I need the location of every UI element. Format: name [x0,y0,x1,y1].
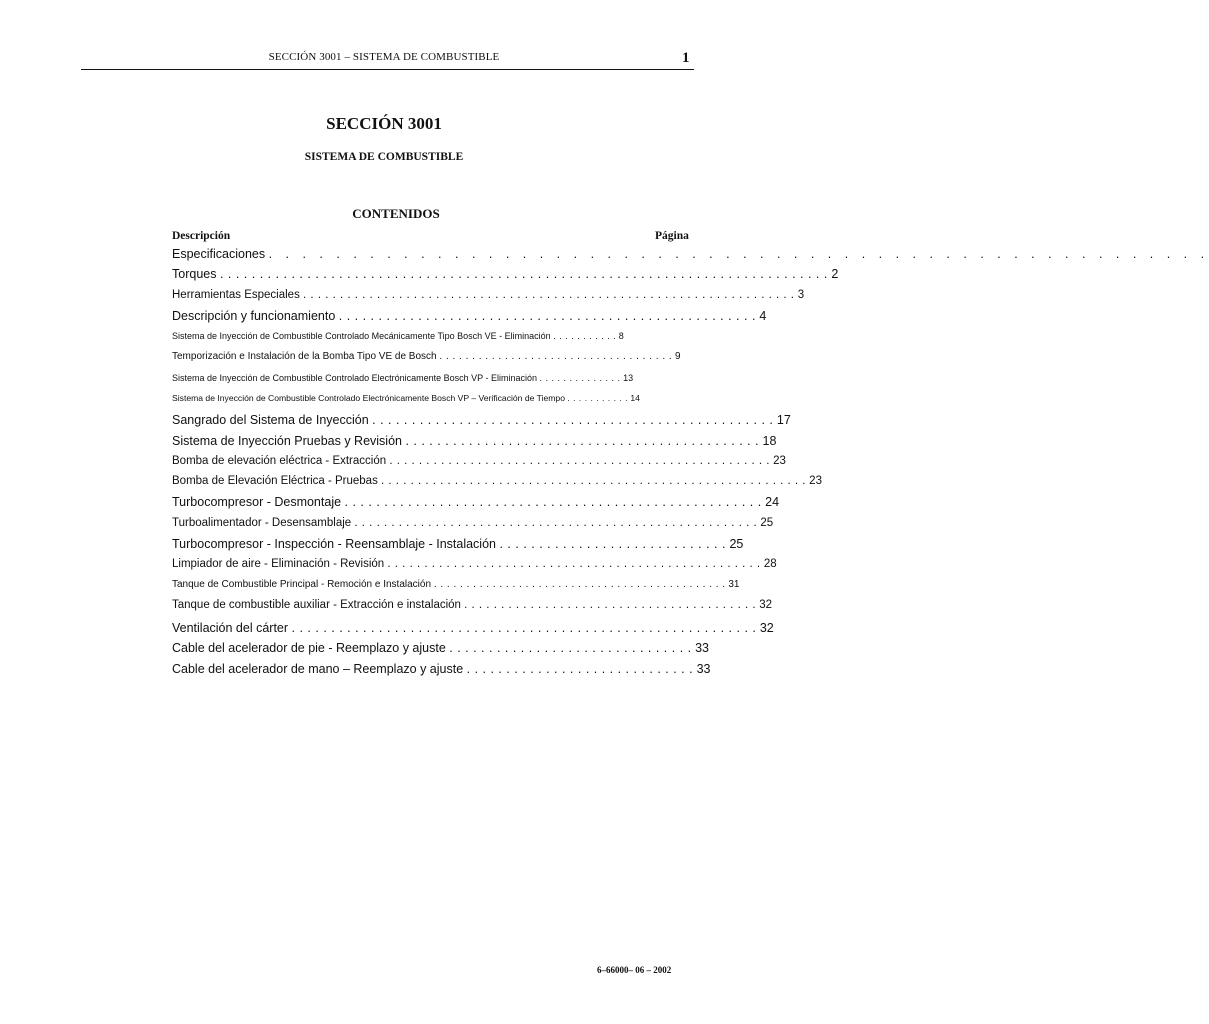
toc-entry-page: 3 [797,289,805,301]
toc-leader-dots: . . . . . . . . . . . . . . . . . . . . . . . . . . . . . . . . . . . . [439,351,673,362]
toc-entry-page: 23 [809,475,822,487]
toc-leader-dots: . . . . . . . . . . . . . . . . . . . . . . . . . . . . . [499,537,726,551]
toc-entry-sangrado [172,413,791,427]
toc-leader-dots: . . . . . . . . . . . . . . . . . . . . . . . . . . . . . . . . . . . . . . . . . . . . . . . . . . . . . [338,309,756,323]
toc-entry-turbo-desensamblaje [172,517,773,529]
toc-leader-dots: . . . . . . . . . . . [567,393,629,403]
toc-entry-bosch-vp-tiempo [172,393,640,403]
toc-entry-label: Turbocompresor - Desmontaje [172,495,342,509]
toc-entry-page: 32 [759,599,773,611]
toc-entry-page: 31 [728,579,740,590]
toc-entry-label: Temporización e Instalación de la Bomba Tipo VE de Bosch [172,351,437,362]
toc-leader-dots: . . . . . . . . . . . . . . . . . . . . . . . . . . . . . . . . . . . . . . . . . . . . . . . . . . . . . . . . . . . . . . . . . . . [303,289,795,301]
toc-entry-bomba-pruebas [172,475,822,487]
toc-entry-page: 14 [630,393,640,403]
toc-entry-label: Ventilación del cárter [172,621,289,635]
toc-entry-label: Tanque de Combustible Principal - Remoción e Instalación [172,579,432,590]
toc-leader-dots: . . . . . . . . . . . . . . [539,373,621,383]
footer-code: 6–66000– 06 – 2002 [597,965,672,975]
toc-entry-page: 32 [759,621,774,635]
toc-entry-page: 25 [760,517,774,529]
toc-leader-dots: . . . . . . . . . . . . . . . . . . . . . . . . . . . . . . . . . . . . . . . . . . . . . . . . . . . . . . . . . . [381,475,806,487]
toc-entry-limpiador [172,558,777,570]
toc-entry-label: Bomba de elevación eléctrica - Extracción [172,455,387,467]
toc-leader-dots: . . . . . . . . . . . . . . . . . . . . . . . . . . . . . . . . . . . . . . . . . . . . . . . . . . . [387,558,761,570]
toc-entry-page: 28 [763,558,777,570]
toc-entry-label: Limpiador de aire - Eliminación - Revisión [172,558,385,570]
toc-entry-label: Cable del acelerador de mano – Reemplazo y ajuste [172,662,464,676]
toc-entry-bomba-extraccion [172,455,786,467]
toc-entry-page: 17 [776,413,791,427]
description-column-header: Descripción [172,230,231,242]
toc-leader-dots: . . . . . . . . . . . . . . . . . . . . . . . . . . . . . . . . . . . . . . . . . . . . . [405,434,760,448]
toc-entry-label: Sangrado del Sistema de Inyección [172,413,369,427]
page-number: 1 [682,50,690,66]
toc-entry-label: Herramientas Especiales [172,289,300,301]
toc-leader-dots: . . . . . . . . . . . . . . . . . . . . . . . . . . . . . . . . . . . . . . . . . . . . . . . . . . . . . [344,495,762,509]
toc-leader-dots: . . . . . . . . . . . . . . . . . . . . . . . . . . . . . . . . . . . . . . . . . . . . . . . . . . . [372,413,774,427]
toc-entry-page: 2 [831,267,839,281]
toc-leader-dots: . . . . . . . . . . . [553,331,617,341]
toc-entry-tanque-auxiliar [172,599,772,611]
toc-leader-dots: . . . . . . . . . . . . . . . . . . . . . . . . . . . . . . . . . . . . . . . . . . . . . . . . . . . . [389,455,770,467]
toc-entry-ventilacion [172,621,774,635]
toc-leader-dots: . . . . . . . . . . . . . . . . . . . . . . . . . . . . . . . . . . . . . . . . . . . . . [433,579,726,590]
toc-entry-turbo-inspeccion [172,537,743,551]
toc-leader-dots: . . . . . . . . . . . . . . . . . . . . . . . . . . . . . . . . . . . . . . . . [464,599,757,611]
toc-entry-page: 18 [762,434,777,448]
toc-entry-label: Turboalimentador - Desensamblaje [172,517,352,529]
toc-entry-label: Descripción y funcionamiento [172,309,336,323]
toc-entry-page: 33 [696,662,711,676]
toc-leader-dots: . . . . . . . . . . . . . . . . . . . . . . . . . . . . . . . . . . . . . . . . . . . . . . . . . . . . . . . . [268,247,1209,261]
toc-entry-label: Torques [172,267,217,281]
toc-leader-dots: . . . . . . . . . . . . . . . . . . . . . . . . . . . . . . . [449,641,692,655]
toc-entry-label: Sistema de Inyección de Combustible Controlado Electrónicamente Bosch VP – Verificación de Tiempo [172,393,565,403]
toc-entry-bosch-vp [172,373,633,383]
toc-entry-label: Especificaciones [172,247,266,261]
header-rule [81,69,694,70]
toc-entry-descripcion [172,309,766,323]
toc-entry-page: 23 [773,455,786,467]
toc-leader-dots: . . . . . . . . . . . . . . . . . . . . . . . . . . . . . . . . . . . . . . . . . . . . . . . . . . . . . . . [354,517,758,529]
contents-heading: CONTENIDOS [352,206,440,221]
toc-entry-tanque-principal [172,579,740,590]
toc-entry-page: 4 [759,309,767,323]
toc-entry-page: 13 [623,373,634,383]
toc-entry-label: Tanque de combustible auxiliar - Extracción e instalación [172,599,461,611]
toc-entry-label: Turbocompresor - Inspección - Reensamblaje - Instalación [172,537,496,551]
toc-entry-pruebas [172,434,776,448]
toc-leader-dots: . . . . . . . . . . . . . . . . . . . . . . . . . . . . . [466,662,694,676]
toc-entry-label: Sistema de Inyección de Combustible Controlado Mecánicamente Tipo Bosch VE - Eliminación [172,331,551,341]
section-title: SECCIÓN 3001 [326,114,442,133]
toc-entry-bosch-ve [172,331,624,341]
toc-entry-page: 9 [674,351,681,362]
toc-entry-cable-pie [172,641,709,655]
toc-entry-especificaciones [172,247,1209,261]
running-header: SECCIÓN 3001 – SISTEMA DE COMBUSTIBLE [268,51,500,63]
toc-entry-label: Sistema de Inyección Pruebas y Revisión [172,434,402,448]
toc-entry-label: Sistema de Inyección de Combustible Controlado Electrónicamente Bosch VP - Eliminación [172,373,538,383]
toc-entry-torques [172,267,838,281]
toc-leader-dots: . . . . . . . . . . . . . . . . . . . . . . . . . . . . . . . . . . . . . . . . . . . . . . . . . . . . . . . . . . . . . . . . . . . . . . . . . . . . . [219,267,828,281]
toc-leader-dots: . . . . . . . . . . . . . . . . . . . . . . . . . . . . . . . . . . . . . . . . . . . . . . . . . . . . . . . . . . . [291,621,757,635]
toc-entry-page: 8 [618,331,624,341]
page-column-header: Página [655,230,689,242]
toc-entry-label: Cable del acelerador de pie - Reemplazo y ajuste [172,641,446,655]
toc-entry-page: 25 [729,537,744,551]
toc-entry-label: Bomba de Elevación Eléctrica - Pruebas [172,475,378,487]
toc-entry-turbo-desmontaje [172,495,779,509]
section-subtitle: SISTEMA DE COMBUSTIBLE [304,151,464,163]
toc-entry-herramientas [172,289,804,301]
toc-entry-page: 24 [765,495,780,509]
toc-entry-page: 33 [695,641,710,655]
toc-entry-cable-mano [172,662,711,676]
toc-entry-temporizacion [172,351,681,362]
